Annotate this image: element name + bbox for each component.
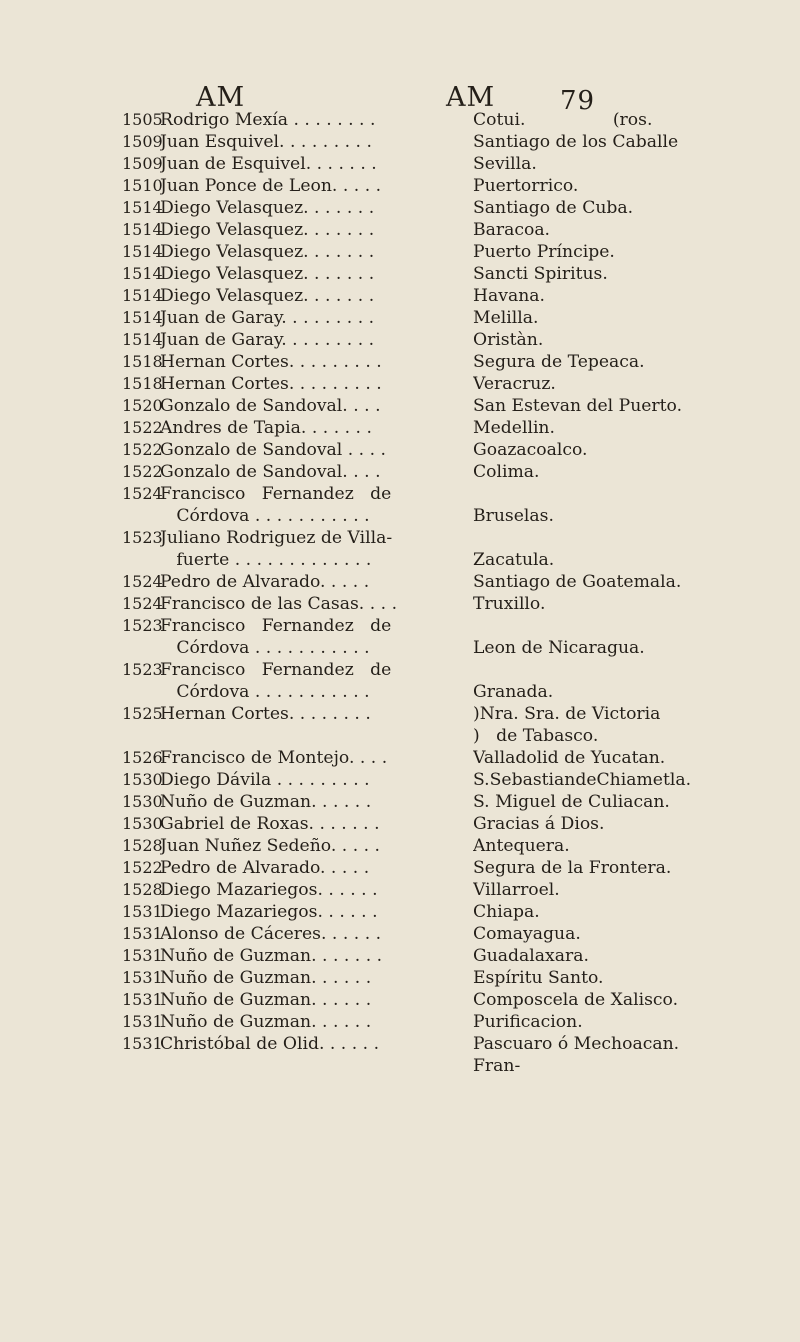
entry-year: 1525 bbox=[122, 704, 163, 723]
entry-founder: Nuño de Guzman. . . . . . . bbox=[160, 946, 383, 966]
entry-place: Cotui. (ros. bbox=[473, 110, 653, 130]
entry-founder: Diego Mazariegos. . . . . . bbox=[160, 880, 378, 900]
entry-place: Puertorrico. bbox=[473, 176, 579, 196]
entry-place: Medellin. bbox=[473, 418, 555, 438]
entry-founder: Diego Velasquez. . . . . . . bbox=[160, 220, 375, 240]
table-row bbox=[122, 461, 782, 483]
entry-founder: Diego Velasquez. . . . . . . bbox=[160, 198, 375, 218]
table-row bbox=[122, 659, 782, 681]
entry-place: Guadalaxara. bbox=[473, 946, 589, 966]
entry-year: 1530 bbox=[122, 814, 163, 833]
entry-year: 1510 bbox=[122, 176, 163, 195]
entry-year: 1524 bbox=[122, 572, 163, 591]
entry-founder: Francisco Fernandez de bbox=[160, 484, 392, 504]
table-row bbox=[122, 1033, 782, 1055]
entry-year: 1509 bbox=[122, 154, 163, 173]
table-row bbox=[122, 1011, 782, 1033]
entry-place: Bruselas. bbox=[473, 506, 554, 526]
entry-founder: Gonzalo de Sandoval . . . . bbox=[160, 440, 386, 460]
entry-year: 1505 bbox=[122, 110, 163, 129]
table-row bbox=[122, 439, 782, 461]
entry-place: Santiago de Cuba. bbox=[473, 198, 634, 218]
entry-founder: Francisco Fernandez de bbox=[160, 616, 392, 636]
entry-founder: Diego Mazariegos. . . . . . bbox=[160, 902, 378, 922]
entry-place: Santiago de Goatemala. bbox=[473, 572, 682, 592]
table-row bbox=[122, 109, 782, 131]
entry-year: 1518 bbox=[122, 374, 163, 393]
entry-founder: Christóbal de Olid. . . . . . bbox=[160, 1034, 380, 1054]
entry-founder: Gonzalo de Sandoval. . . . bbox=[160, 462, 381, 482]
entry-year: 1524 bbox=[122, 484, 163, 503]
entry-place: Purificacion. bbox=[473, 1012, 583, 1032]
entry-year: 1514 bbox=[122, 308, 163, 327]
entry-place: Zacatula. bbox=[473, 550, 555, 570]
entry-year: 1514 bbox=[122, 198, 163, 217]
table-row bbox=[122, 219, 782, 241]
table-row bbox=[122, 637, 782, 659]
entry-place: Leon de Nicaragua. bbox=[473, 638, 645, 658]
entry-founder: Gabriel de Roxas. . . . . . . bbox=[160, 814, 380, 834]
entry-year: 1523 bbox=[122, 528, 163, 547]
table-row bbox=[122, 153, 782, 175]
entry-founder: Diego Dávila . . . . . . . . . bbox=[160, 770, 370, 790]
table-row bbox=[122, 483, 782, 505]
entry-founder: Juan de Garay. . . . . . . . . bbox=[160, 330, 375, 350]
table-row bbox=[122, 681, 782, 703]
entry-place: Chiapa. bbox=[473, 902, 540, 922]
entry-year: 1522 bbox=[122, 418, 163, 437]
entry-year: 1531 bbox=[122, 924, 163, 943]
entry-year: 1528 bbox=[122, 836, 163, 855]
table-row bbox=[122, 901, 782, 923]
table-row bbox=[122, 395, 782, 417]
entry-founder: Francisco de las Casas. . . . bbox=[160, 594, 398, 614]
entry-place: Puerto Príncipe. bbox=[473, 242, 615, 262]
entry-founder: Francisco de Montejo. . . . bbox=[160, 748, 388, 768]
entry-founder: Juan Esquivel. . . . . . . . . bbox=[160, 132, 372, 152]
entry-place: Truxillo. bbox=[473, 594, 546, 614]
table-row bbox=[122, 615, 782, 637]
entry-year: 1514 bbox=[122, 242, 163, 261]
entry-place: Granada. bbox=[473, 682, 554, 702]
entry-place: Goazacoalco. bbox=[473, 440, 588, 460]
entry-year: 1514 bbox=[122, 286, 163, 305]
entry-place: S.SebastiandeChiametla. bbox=[473, 770, 692, 790]
entry-founder: fuerte . . . . . . . . . . . . . bbox=[160, 550, 372, 570]
table-row bbox=[122, 549, 782, 571]
entry-place: S. Miguel de Culiacan. bbox=[473, 792, 670, 812]
table-row bbox=[122, 263, 782, 285]
entry-founder: Nuño de Guzman. . . . . . bbox=[160, 792, 372, 812]
entry-founder: Nuño de Guzman. . . . . . bbox=[160, 990, 372, 1010]
entry-founder: Juan de Garay. . . . . . . . . bbox=[160, 308, 375, 328]
entry-founder: Nuño de Guzman. . . . . . bbox=[160, 968, 372, 988]
entry-place: Oristàn. bbox=[473, 330, 544, 350]
entry-place: ) de Tabasco. bbox=[473, 726, 599, 746]
entry-year: 1522 bbox=[122, 462, 163, 481]
entry-place: Composcela de Xalisco. bbox=[473, 990, 679, 1010]
entry-year: 1514 bbox=[122, 220, 163, 239]
entry-founder: Gonzalo de Sandoval. . . . bbox=[160, 396, 381, 416]
table-row bbox=[122, 769, 782, 791]
entry-place: Melilla. bbox=[473, 308, 539, 328]
entry-year: 1518 bbox=[122, 352, 163, 371]
entry-year: 1530 bbox=[122, 770, 163, 789]
entry-place: Segura de la Frontera. bbox=[473, 858, 672, 878]
entry-place: San Estevan del Puerto. bbox=[473, 396, 683, 416]
entry-place: Gracias á Dios. bbox=[473, 814, 605, 834]
table-row bbox=[122, 505, 782, 527]
entry-founder: Diego Velasquez. . . . . . . bbox=[160, 242, 375, 262]
entry-founder: Andres de Tapia. . . . . . . bbox=[160, 418, 372, 438]
table-row bbox=[122, 879, 782, 901]
entry-founder: Diego Velasquez. . . . . . . bbox=[160, 264, 375, 284]
entry-founder: Córdova . . . . . . . . . . . bbox=[160, 638, 370, 658]
table-row bbox=[122, 571, 782, 593]
table-row bbox=[122, 857, 782, 879]
entry-year: 1514 bbox=[122, 330, 163, 349]
entry-place: Comayagua. bbox=[473, 924, 581, 944]
table-row bbox=[122, 197, 782, 219]
entry-year: 1509 bbox=[122, 132, 163, 151]
entry-year: 1531 bbox=[122, 902, 163, 921]
entry-year: 1531 bbox=[122, 968, 163, 987]
entry-place: )Nra. Sra. de Victoria bbox=[473, 704, 661, 724]
entry-year: 1531 bbox=[122, 990, 163, 1009]
entry-founder: Juan de Esquivel. . . . . . . bbox=[160, 154, 377, 174]
table-row bbox=[122, 351, 782, 373]
entry-year: 1520 bbox=[122, 396, 163, 415]
entry-founder: Pedro de Alvarado. . . . . bbox=[160, 858, 370, 878]
entry-year: 1531 bbox=[122, 1034, 163, 1053]
table-row bbox=[122, 813, 782, 835]
entry-founder: Juan Ponce de Leon. . . . . bbox=[160, 176, 382, 196]
table-row bbox=[122, 527, 782, 549]
entry-founder: Alonso de Cáceres. . . . . . bbox=[160, 924, 382, 944]
table-row bbox=[122, 725, 782, 747]
table-row bbox=[122, 923, 782, 945]
entry-year: 1523 bbox=[122, 616, 163, 635]
entry-year: 1530 bbox=[122, 792, 163, 811]
entry-place: Segura de Tepeaca. bbox=[473, 352, 645, 372]
table-row bbox=[122, 945, 782, 967]
table-row bbox=[122, 593, 782, 615]
entry-place: Pascuaro ó Mechoacan. bbox=[473, 1034, 680, 1054]
page-number: 79 bbox=[560, 86, 596, 116]
entry-place: Antequera. bbox=[473, 836, 570, 856]
entry-place: Sevilla. bbox=[473, 154, 537, 174]
entry-founder: Hernan Cortes. . . . . . . . . bbox=[160, 352, 382, 372]
entry-place: Havana. bbox=[473, 286, 545, 306]
entry-founder: Pedro de Alvarado. . . . . bbox=[160, 572, 370, 592]
entry-founder: Nuño de Guzman. . . . . . bbox=[160, 1012, 372, 1032]
table-row bbox=[122, 417, 782, 439]
entry-place: Fran- bbox=[473, 1056, 521, 1076]
entry-place: Sancti Spiritus. bbox=[473, 264, 608, 284]
table-row bbox=[122, 285, 782, 307]
entry-place: Veracruz. bbox=[473, 374, 556, 394]
entry-year: 1522 bbox=[122, 440, 163, 459]
entry-founder: Córdova . . . . . . . . . . . bbox=[160, 682, 370, 702]
entry-year: 1531 bbox=[122, 946, 163, 965]
table-row bbox=[122, 175, 782, 197]
entry-founder: Córdova . . . . . . . . . . . bbox=[160, 506, 370, 526]
entry-founder: Diego Velasquez. . . . . . . bbox=[160, 286, 375, 306]
entry-year: 1531 bbox=[122, 1012, 163, 1031]
entry-place: Santiago de los Caballe bbox=[473, 132, 679, 152]
entry-founder: Rodrigo Mexía . . . . . . . . bbox=[160, 110, 376, 130]
table-row bbox=[122, 791, 782, 813]
table-row bbox=[122, 703, 782, 725]
entry-place: Colima. bbox=[473, 462, 540, 482]
entry-place: Espíritu Santo. bbox=[473, 968, 604, 988]
entry-place: Villarroel. bbox=[473, 880, 560, 900]
entry-year: 1514 bbox=[122, 264, 163, 283]
entry-founder: Juliano Rodriguez de Villa- bbox=[160, 528, 393, 548]
table-row bbox=[122, 329, 782, 351]
entry-founder: Francisco Fernandez de bbox=[160, 660, 392, 680]
entry-year: 1524 bbox=[122, 594, 163, 613]
table-row bbox=[122, 967, 782, 989]
entry-list bbox=[122, 109, 782, 1077]
entry-place: Baracoa. bbox=[473, 220, 551, 240]
table-row bbox=[122, 747, 782, 769]
entry-year: 1523 bbox=[122, 660, 163, 679]
running-header-left: AM bbox=[196, 82, 246, 113]
entry-year: 1522 bbox=[122, 858, 163, 877]
table-row bbox=[122, 131, 782, 153]
entry-place: Valladolid de Yucatan. bbox=[473, 748, 666, 768]
table-row bbox=[122, 307, 782, 329]
entry-founder: Juan Nuñez Sedeño. . . . . bbox=[160, 836, 381, 856]
entry-year: 1526 bbox=[122, 748, 163, 767]
running-header-right: AM bbox=[446, 82, 496, 113]
table-row bbox=[122, 373, 782, 395]
entry-year: 1528 bbox=[122, 880, 163, 899]
table-row bbox=[122, 1055, 782, 1077]
entry-founder: Hernan Cortes. . . . . . . . bbox=[160, 704, 371, 724]
table-row bbox=[122, 835, 782, 857]
table-row bbox=[122, 241, 782, 263]
entry-founder: Hernan Cortes. . . . . . . . . bbox=[160, 374, 382, 394]
table-row bbox=[122, 989, 782, 1011]
